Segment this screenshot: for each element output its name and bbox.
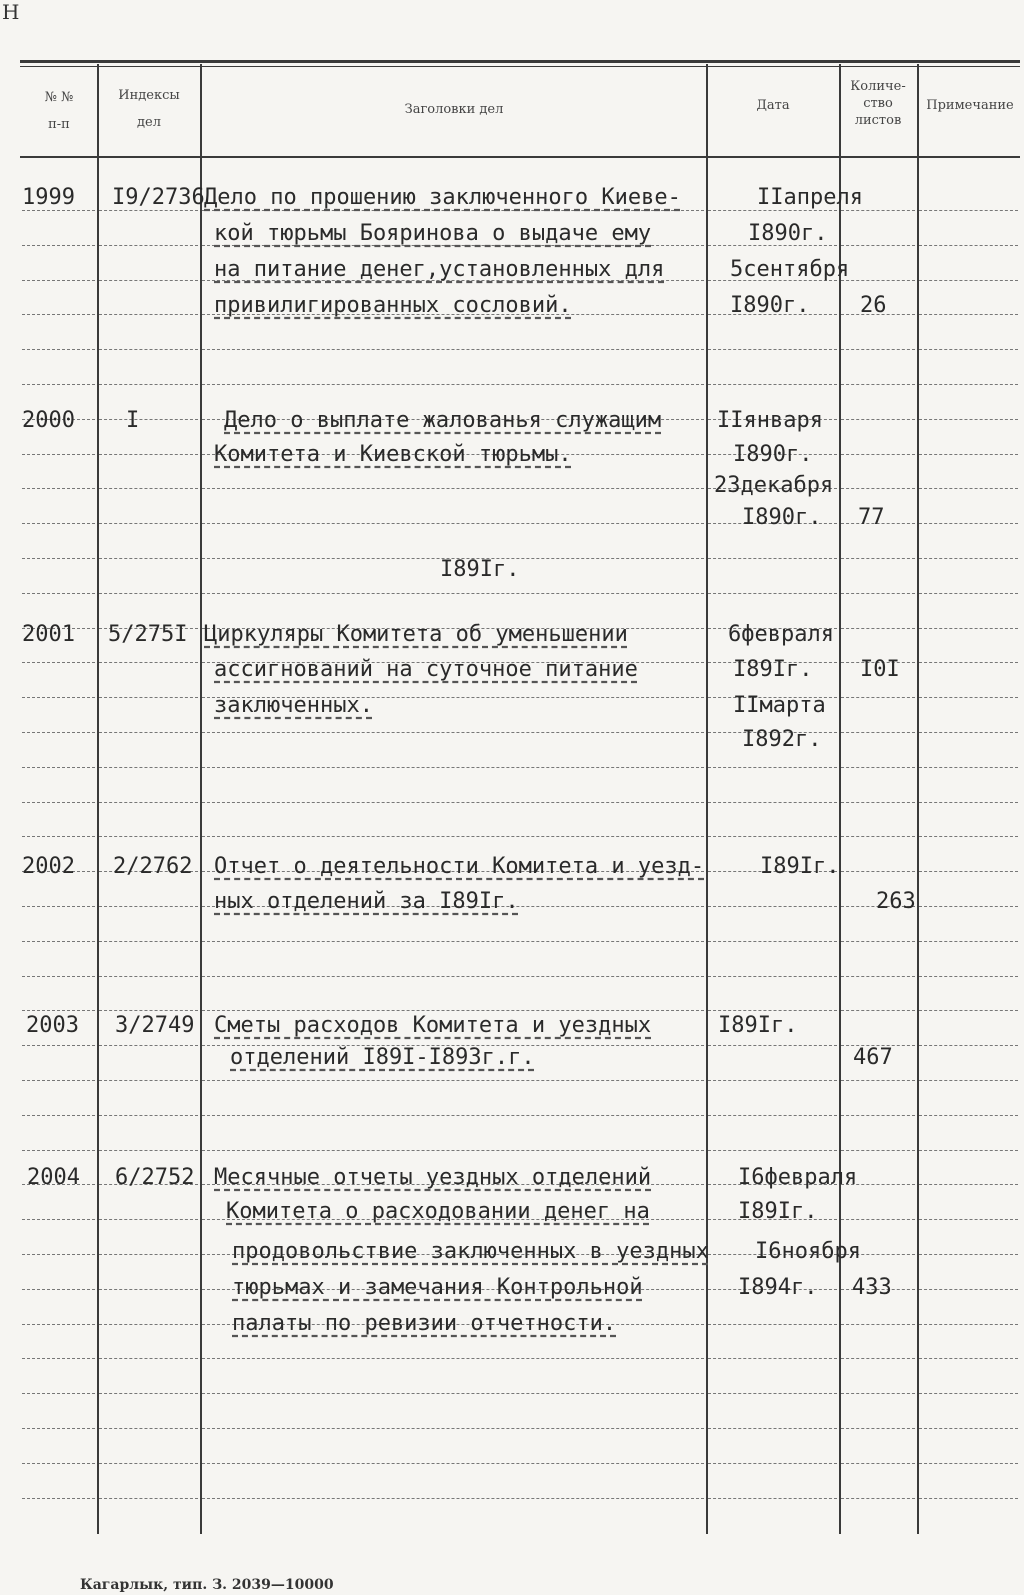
ruled-line: [841, 454, 915, 456]
ruled-line: [841, 767, 915, 769]
ruled-line: [708, 1463, 837, 1465]
entry-index: I: [126, 408, 140, 433]
ruled-line: [841, 836, 915, 838]
ruled-line: [708, 767, 837, 769]
ruled-line: [22, 1115, 95, 1117]
ruled-line: [919, 1358, 1018, 1360]
ruled-line: [841, 871, 915, 873]
ruled-line: [22, 488, 95, 490]
entry-date-line: I6ноября: [755, 1239, 861, 1264]
ruled-line: [22, 558, 95, 560]
ruled-line: [919, 732, 1018, 734]
ruled-line: [202, 941, 704, 943]
column-divider-title: [706, 64, 708, 1534]
entry-title-line: палаты по ревизии отчетности.: [232, 1311, 617, 1336]
year-divider: I89Iг.: [440, 557, 520, 582]
ruled-line: [919, 906, 1018, 908]
ruled-line: [99, 1045, 198, 1047]
ruled-line: [919, 1324, 1018, 1326]
column-divider-count: [917, 64, 919, 1534]
entry-title-line: Комитета о расходовании денег на: [226, 1199, 650, 1224]
ruled-line: [99, 1498, 198, 1500]
ruled-line: [841, 245, 915, 247]
table-top-border: [20, 60, 1020, 63]
column-divider-index: [200, 64, 202, 1534]
ruled-line: [202, 384, 704, 386]
header-num-line-1: № №: [44, 90, 74, 105]
entry-title-line: продовольствие заключенных в уездных: [232, 1239, 709, 1264]
ruled-line: [22, 1150, 95, 1152]
entry-number: 2003: [26, 1013, 79, 1038]
ruled-line: [99, 280, 198, 282]
ruled-line: [202, 1428, 704, 1430]
entry-title-line: Сметы расходов Комитета и уездных: [214, 1013, 652, 1038]
entry-date-line: I6февраля: [738, 1165, 858, 1190]
entry-sheet-count: 263: [876, 889, 916, 914]
header-num: [22, 88, 96, 134]
entry-date-line: I892г.: [742, 727, 822, 752]
entry-sheet-count: 77: [858, 505, 885, 530]
ruled-line: [841, 1393, 915, 1395]
ruled-line: [919, 1045, 1018, 1047]
entry-number: 2004: [27, 1165, 80, 1190]
entry-index: 5/275I: [108, 622, 188, 647]
header-index-line-2: дел: [137, 115, 161, 130]
entry-title-line: Комитета и Киевской тюрьмы.: [214, 442, 572, 467]
entry-index: 3/2749: [115, 1013, 195, 1038]
ruled-line: [202, 1498, 704, 1500]
ruled-line: [22, 1498, 95, 1500]
entry-sheet-count: 467: [853, 1045, 893, 1070]
ruled-line: [202, 1115, 704, 1117]
header-count-line-3: листов: [854, 113, 902, 128]
ruled-line: [22, 1463, 95, 1465]
ruled-line: [708, 1324, 837, 1326]
ruled-line: [99, 488, 198, 490]
ruled-line: [99, 1428, 198, 1430]
ruled-line: [841, 732, 915, 734]
entry-date-line: IIянваря: [717, 408, 823, 433]
ruled-line: [841, 1080, 915, 1082]
ruled-line: [99, 976, 198, 978]
ruled-line: [22, 906, 95, 908]
entry-title-line: заключенных.: [214, 693, 373, 718]
entry-number: 1999: [22, 185, 75, 210]
ruled-line: [202, 1463, 704, 1465]
corner-mark: Н: [2, 0, 20, 24]
entry-sheet-count: I0I: [860, 657, 900, 682]
ruled-line: [919, 628, 1018, 630]
ruled-line: [841, 802, 915, 804]
ruled-line: [99, 558, 198, 560]
entry-date-line: I89Iг.: [733, 657, 813, 682]
entry-title-line: на питание денег,установленных для: [214, 257, 665, 282]
ruled-line: [99, 1358, 198, 1360]
ruled-line: [841, 697, 915, 699]
ruled-line: [22, 1219, 95, 1221]
ruled-line: [99, 1254, 198, 1256]
ruled-line: [919, 802, 1018, 804]
ruled-line: [99, 662, 198, 664]
ruled-line: [708, 976, 837, 978]
ruled-line: [708, 1150, 837, 1152]
header-date: Дата: [756, 98, 790, 113]
ruled-line: [202, 1393, 704, 1395]
entry-title-line: Отчет о деятельности Комитета и уезд-: [214, 854, 705, 879]
ruled-line: [708, 1080, 837, 1082]
entry-index: 2/2762: [113, 854, 193, 879]
entry-date-line: I89Iг.: [718, 1013, 798, 1038]
ruled-line: [708, 906, 837, 908]
ruled-line: [841, 349, 915, 351]
ruled-line: [919, 593, 1018, 595]
header-title: Заголовки дел: [404, 102, 504, 117]
ruled-line: [919, 454, 1018, 456]
header-bottom-border: [20, 156, 1020, 158]
printer-footer: Кагарлык, тип. З. 2039—10000: [80, 1577, 334, 1593]
ruled-line: [22, 662, 95, 664]
ruled-line: [99, 1115, 198, 1117]
ruled-line: [22, 314, 95, 316]
ruled-line: [202, 488, 704, 490]
ruled-line: [708, 802, 837, 804]
ruled-line: [708, 1393, 837, 1395]
entry-date-line: I89Iг.: [738, 1199, 818, 1224]
entry-date-line: 23декабря: [714, 473, 834, 498]
ruled-line: [99, 245, 198, 247]
ruled-line: [22, 697, 95, 699]
header-count: [840, 78, 916, 129]
ruled-line: [841, 488, 915, 490]
table-top-border-inner: [20, 66, 1020, 67]
ruled-line: [22, 767, 95, 769]
entry-number: 2002: [22, 854, 75, 879]
ruled-line: [919, 280, 1018, 282]
ruled-line: [22, 1428, 95, 1430]
ruled-line: [841, 628, 915, 630]
entry-date-line: 6февраля: [728, 622, 834, 647]
ruled-line: [841, 419, 915, 421]
ruled-line: [841, 1498, 915, 1500]
ruled-line: [708, 1115, 837, 1117]
ruled-line: [708, 1498, 837, 1500]
ruled-line: [99, 906, 198, 908]
ruled-line: [841, 593, 915, 595]
ruled-line: [919, 210, 1018, 212]
ruled-line: [99, 314, 198, 316]
ruled-line: [99, 593, 198, 595]
ruled-line: [919, 1150, 1018, 1152]
ruled-line: [99, 1150, 198, 1152]
header-index: [99, 86, 199, 132]
entry-title-line: ассигнований на суточное питание: [214, 657, 638, 682]
ruled-line: [22, 1254, 95, 1256]
ruled-line: [22, 245, 95, 247]
ruled-line: [919, 662, 1018, 664]
ruled-line: [708, 384, 837, 386]
ruled-line: [841, 280, 915, 282]
ruled-line: [708, 349, 837, 351]
entry-title-line: Месячные отчеты уездных отделений: [214, 1165, 652, 1190]
header-note: Примечание: [926, 98, 1014, 113]
ruled-line: [919, 1393, 1018, 1395]
entry-title-line: отделений I89I-I893г.г.: [230, 1045, 535, 1070]
ruled-line: [919, 558, 1018, 560]
ruled-line: [202, 767, 704, 769]
ruled-line: [99, 384, 198, 386]
ruled-line: [22, 593, 95, 595]
ruled-line: [708, 1428, 837, 1430]
ruled-line: [202, 1150, 704, 1152]
ruled-line: [841, 558, 915, 560]
header-index-line-1: Индексы: [118, 88, 180, 103]
ruled-line: [919, 523, 1018, 525]
ruled-line: [919, 1428, 1018, 1430]
ruled-line: [919, 697, 1018, 699]
entry-date-line: IIапреля: [757, 185, 863, 210]
ruled-line: [919, 836, 1018, 838]
ruled-line: [202, 1080, 704, 1082]
entry-sheet-count: 26: [860, 293, 887, 318]
ruled-line: [841, 1115, 915, 1117]
entry-number: 2001: [22, 622, 75, 647]
entry-title-line: Циркуляры Комитета об уменьшении: [204, 622, 628, 647]
ruled-line: [22, 1080, 95, 1082]
column-divider-num: [97, 64, 99, 1534]
ruled-line: [202, 523, 704, 525]
ruled-line: [99, 1219, 198, 1221]
ruled-line: [202, 1358, 704, 1360]
entry-date-line: IIмарта: [733, 693, 826, 718]
ruled-line: [919, 314, 1018, 316]
ruled-line: [841, 941, 915, 943]
ruled-line: [919, 941, 1018, 943]
ruled-line: [841, 976, 915, 978]
ruled-line: [202, 976, 704, 978]
ruled-line: [202, 593, 704, 595]
ruled-line: [202, 732, 704, 734]
header-count-line-1: Количе-: [850, 79, 906, 94]
entry-title-line: Дело о выплате жалованья служащим: [224, 408, 662, 433]
ruled-line: [22, 280, 95, 282]
ruled-line: [919, 1010, 1018, 1012]
ruled-line: [22, 523, 95, 525]
ruled-line: [99, 697, 198, 699]
ruled-line: [22, 1289, 95, 1291]
ruled-line: [841, 1150, 915, 1152]
ruled-line: [99, 767, 198, 769]
ruled-line: [99, 732, 198, 734]
entry-date-line: I890г.: [742, 505, 822, 530]
entry-index: I9/2736: [112, 185, 205, 210]
ruled-line: [99, 1289, 198, 1291]
ruled-line: [22, 349, 95, 351]
ruled-line: [22, 1358, 95, 1360]
ruled-line: [22, 941, 95, 943]
ruled-line: [919, 871, 1018, 873]
ruled-line: [841, 1463, 915, 1465]
ruled-line: [22, 802, 95, 804]
ruled-line: [841, 1324, 915, 1326]
ruled-line: [22, 454, 95, 456]
entry-date-line: 5сентября: [730, 257, 850, 282]
ruled-line: [22, 1393, 95, 1395]
ruled-line: [22, 836, 95, 838]
ruled-line: [99, 419, 198, 421]
ruled-line: [22, 732, 95, 734]
ruled-line: [919, 349, 1018, 351]
ruled-line: [919, 488, 1018, 490]
ruled-line: [22, 1045, 95, 1047]
ruled-line: [708, 1045, 837, 1047]
entry-index: 6/2752: [115, 1165, 195, 1190]
ruled-line: [99, 454, 198, 456]
ruled-line: [841, 384, 915, 386]
ruled-line: [919, 1498, 1018, 1500]
ruled-line: [841, 1428, 915, 1430]
entry-sheet-count: 433: [852, 1275, 892, 1300]
ruled-line: [841, 1219, 915, 1221]
ruled-line: [99, 1463, 198, 1465]
header-count-line-2: ство: [863, 96, 893, 111]
ruled-line: [919, 976, 1018, 978]
ruled-line: [919, 1219, 1018, 1221]
ruled-line: [99, 523, 198, 525]
entry-number: 2000: [22, 408, 75, 433]
ruled-line: [919, 1463, 1018, 1465]
entry-date-line: I890г.: [733, 442, 813, 467]
ruled-line: [22, 384, 95, 386]
ruled-line: [202, 802, 704, 804]
ruled-line: [841, 1010, 915, 1012]
ruled-line: [99, 802, 198, 804]
ruled-line: [202, 836, 704, 838]
entry-title-line: привилигированных сословий.: [214, 293, 572, 318]
ruled-line: [99, 941, 198, 943]
ruled-line: [919, 419, 1018, 421]
entry-date-line: I890г.: [730, 293, 810, 318]
entry-date-line: I89Iг.: [760, 854, 840, 879]
ruled-line: [919, 384, 1018, 386]
header-num-line-2: п-п: [48, 117, 70, 132]
ruled-line: [919, 1254, 1018, 1256]
ruled-line: [99, 1393, 198, 1395]
ruled-line: [708, 941, 837, 943]
ruled-line: [708, 558, 837, 560]
entry-date-line: I890г.: [748, 221, 828, 246]
ruled-line: [919, 1184, 1018, 1186]
entry-title-line: Дело по прошению заключенного Киеве-: [204, 185, 681, 210]
entry-date-line: I894г.: [738, 1275, 818, 1300]
entry-title-line: кой тюрьмы Бояринова о выдаче ему: [214, 221, 652, 246]
ruled-line: [99, 349, 198, 351]
ruled-line: [22, 976, 95, 978]
entry-title-line: ных отделений за I89Iг.: [214, 889, 519, 914]
ruled-line: [919, 767, 1018, 769]
entry-title-line: тюрьмах и замечания Контрольной: [232, 1275, 643, 1300]
ruled-line: [708, 593, 837, 595]
ruled-line: [919, 1289, 1018, 1291]
ruled-line: [708, 836, 837, 838]
ruled-line: [708, 1358, 837, 1360]
ruled-line: [919, 245, 1018, 247]
ruled-line: [202, 349, 704, 351]
ruled-line: [99, 836, 198, 838]
ruled-line: [99, 1324, 198, 1326]
ruled-line: [919, 1080, 1018, 1082]
ruled-line: [841, 1358, 915, 1360]
ruled-line: [99, 1080, 198, 1082]
ruled-line: [919, 1115, 1018, 1117]
ruled-line: [22, 1324, 95, 1326]
